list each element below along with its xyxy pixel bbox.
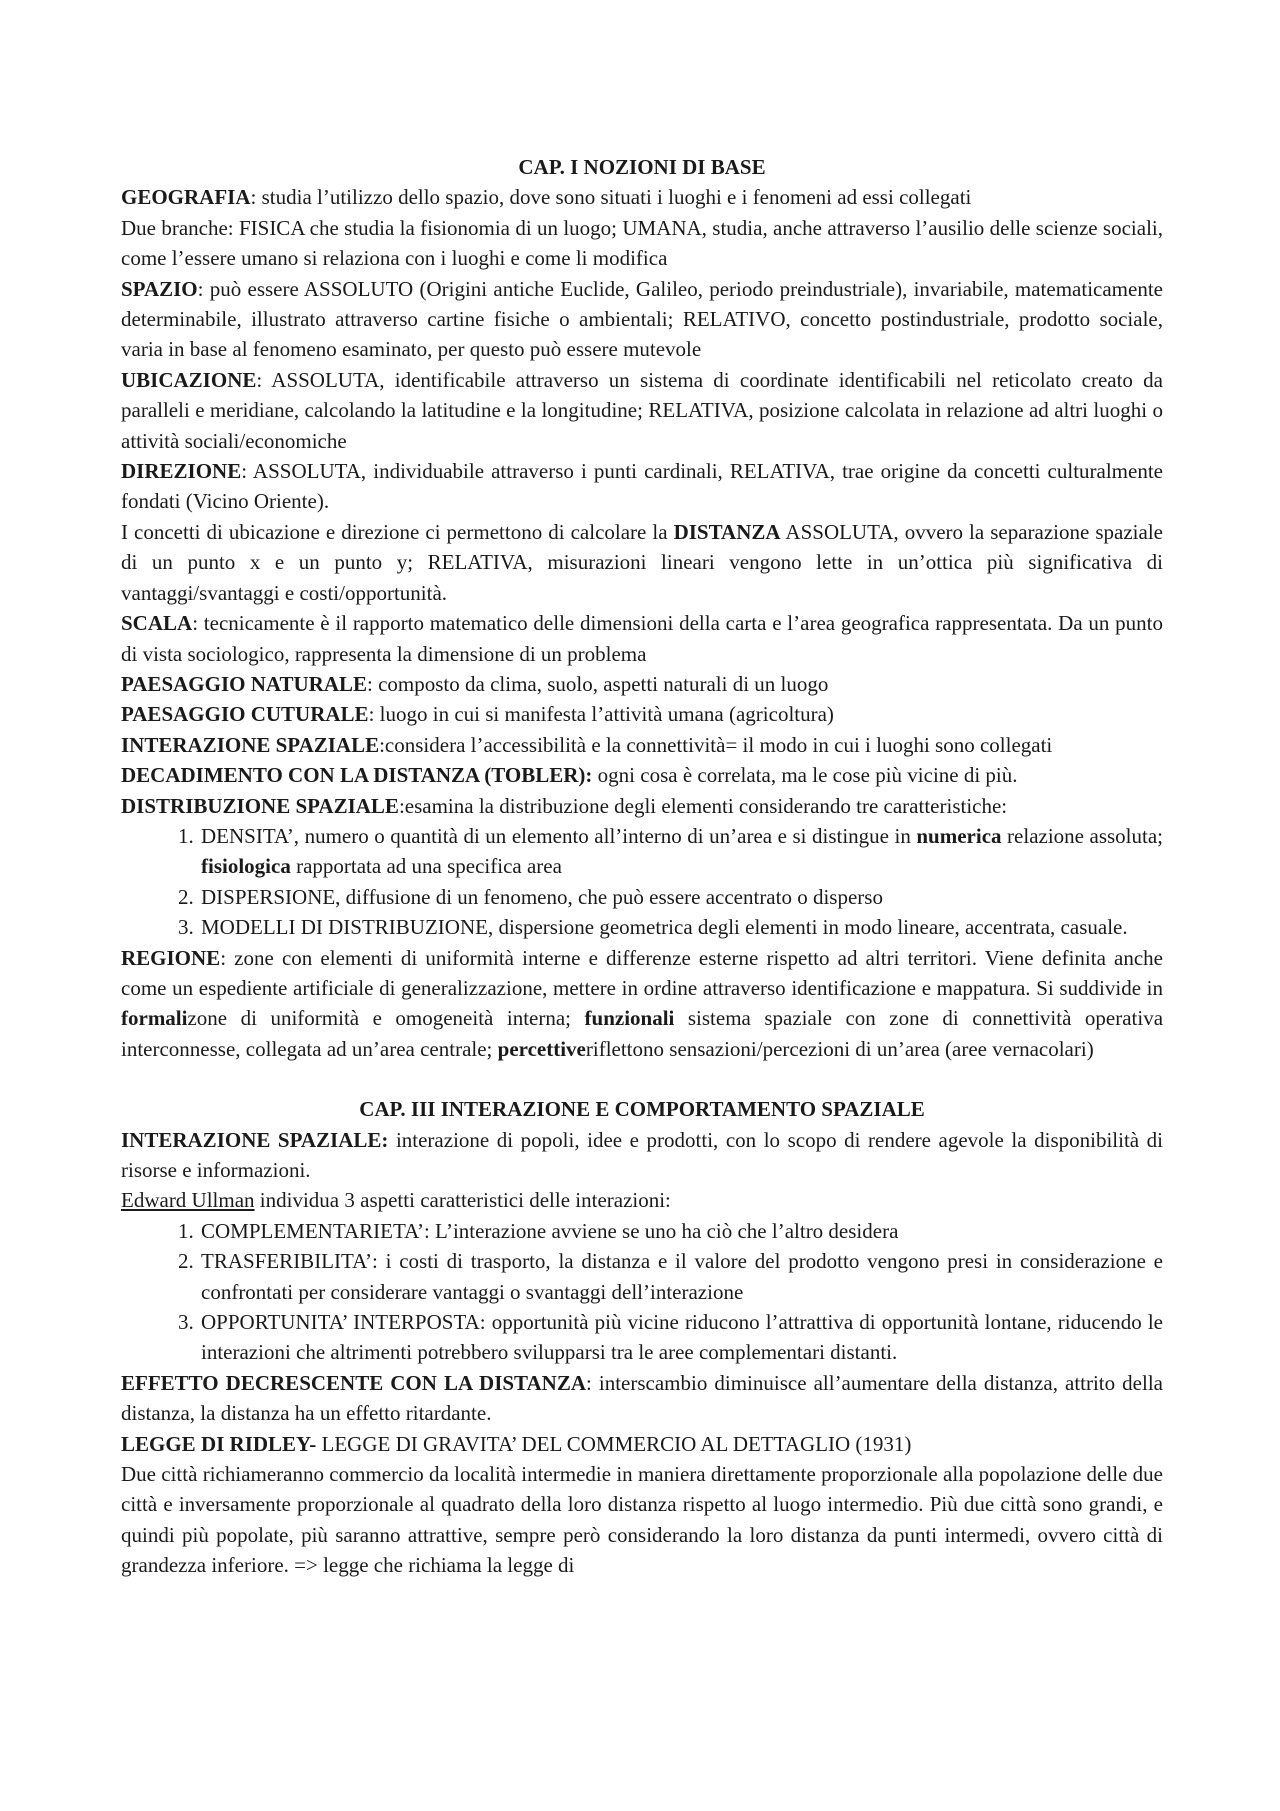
paragraph-decadimento: DECADIMENTO CON LA DISTANZA (TOBLER): ogni cosa è correlata, ma le cose più vicine di più.: [121, 763, 1018, 788]
paragraph-scala: SCALA: tecnicamente è il rapporto matematico delle dimensioni della carta e l’area geografica rappresentata. Da un punto di vista sociologico, rappresenta la dimensione di un problema: [121, 611, 1163, 666]
term-interazione-spaziale-3: INTERAZIONE SPAZIALE:: [121, 1127, 389, 1152]
list-item: 3. OPPORTUNITA’ INTERPOSTA: opportunità più vicine riducono l’attrattiva di opportunità lontane, riducendo le interazioni che altrimenti potrebbero svilupparsi tra le aree complementari distanti.: [199, 1307, 1163, 1368]
paragraph-spazio: SPAZIO: può essere ASSOLUTO (Origini antiche Euclide, Galileo, periodo preindustriale), invariabile, matematicamente determinabile, illustrato attraverso cartine fisiche o ambientali; RELATIVO, concetto postindustriale, prodotto sociale, varia in base al fenomeno esaminato, per questo può essere mutevole: [121, 276, 1163, 362]
chapter-1-title: CAP. I NOZIONI DI BASE: [518, 155, 766, 179]
term-paesaggio-naturale: PAESAGGIO NATURALE: [121, 671, 368, 696]
term-distribuzione: DISTRIBUZIONE SPAZIALE: [121, 793, 399, 818]
list-item: 1. COMPLEMENTARIETA’: L’interazione avviene se uno ha ciò che l’altro desidera: [199, 1216, 1163, 1246]
author-name: Edward Ullman: [121, 1188, 255, 1213]
paragraph-paesaggio-culturale: PAESAGGIO CUTURALE: luogo in cui si manifesta l’attività umana (agricoltura): [121, 702, 834, 727]
term-decadimento: DECADIMENTO CON LA DISTANZA (TOBLER):: [121, 763, 593, 788]
paragraph-interazione-spaziale: INTERAZIONE SPAZIALE:considera l’accessibilità e la connettività= il modo in cui i luoghi sono collegati: [121, 732, 1053, 757]
term-spazio: SPAZIO: [121, 276, 198, 301]
term-interazione-spaziale: INTERAZIONE SPAZIALE: [121, 732, 380, 757]
paragraph-branche: Due branche: FISICA che studia la fisionomia di un luogo; UMANA, studia, anche attraverso l’ausilio delle scienze sociali, come l’essere umano si relaziona con i luoghi e come li modifica: [121, 215, 1163, 271]
list-item: 3. MODELLI DI DISTRIBUZIONE, dispersione geometrica degli elementi in modo lineare, accentrata, casuale.: [199, 912, 1163, 942]
list-distribuzione: [121, 821, 1163, 943]
paragraph-ubicazione: UBICAZIONE: ASSOLUTA, identificabile attraverso un sistema di coordinate identificabili nel reticolato creato da paralleli e meridiane, calcolando la latitudine e la longitudine; RELATIVA, posizione calcolata in relazione ad altri luoghi o attività sociali/economiche: [121, 367, 1163, 453]
term-ridley: LEGGE DI RIDLEY-: [121, 1431, 317, 1456]
paragraph-geografia: GEOGRAFIA: studia l’utilizzo dello spazio, dove sono situati i luoghi e i fenomeni ad essi collegati: [121, 185, 972, 210]
paragraph-interazione-spaziale-3: INTERAZIONE SPAZIALE: interazione di popoli, idee e prodotti, con lo scopo di rendere agevole la disponibilità di risorse e informazioni.: [121, 1127, 1163, 1182]
paragraph-distanza: I concetti di ubicazione e direzione ci permettono di calcolare la DISTANZA ASSOLUTA, ovvero la separazione spaziale di un punto x e un punto y; RELATIVA, misurazioni lineari vengono lette in un’ottica più significativa di vantaggi/svantaggi e costi/opportunità.: [121, 519, 1163, 605]
term-distanza: DISTANZA: [673, 519, 781, 544]
list-item: 2. DISPERSIONE, diffusione di un fenomeno, che può essere accentrato o disperso: [199, 882, 1163, 912]
chapter-3-title: CAP. III INTERAZIONE E COMPORTAMENTO SPAZIALE: [359, 1097, 925, 1122]
paragraph-effetto: EFFETTO DECRESCENTE CON LA DISTANZA: interscambio diminuisce all’aumentare della distanza, attrito della distanza, la distanza ha un effetto ritardante.: [121, 1370, 1163, 1426]
list-item: 1. DENSITA’, numero o quantità di un elemento all’interno di un’area e si distingue in numerica relazione assoluta; fisiologica rapportata ad una specifica area: [199, 821, 1163, 882]
document-body: [121, 152, 1163, 1581]
list-item: 2. TRASFERIBILITA’: i costi di trasporto, la distanza e il valore del prodotto vengono presi in considerazione e confrontati per considerare vantaggi o svantaggi dell’interazione: [199, 1246, 1163, 1307]
paragraph-ridley-body: Due città richiameranno commercio da località intermedie in maniera direttamente proporzionale alla popolazione delle due città e inversamente proporzionale al quadrato della loro distanza rispetto al luogo intermedio. Più due città sono grandi, e quindi più popolate, più saranno attrattive, sempre però considerando la loro distanza da punti intermedi, ovvero città di grandezza inferiore. => legge che richiama la legge di: [121, 1462, 1163, 1578]
paragraph-regione: REGIONE: zone con elementi di uniformità interne e differenze esterne rispetto ad altri territori. Viene definita anche come un espediente artificiale di generalizzazione, mettere in ordine attraverso identificazione e mappatura. Si suddivide in formalizone di uniformità e omogeneità interna; funzionali sistema spaziale con zone di connettività operativa interconnesse, collegata ad un’area centrale; percettiveriflettono sensazioni/percezioni di un’area (aree vernacolari): [121, 945, 1164, 1061]
term-paesaggio-culturale: PAESAGGIO CUTURALE: [121, 702, 369, 727]
term-regione: REGIONE: [121, 945, 221, 970]
paragraph-paesaggio-naturale: PAESAGGIO NATURALE: composto da clima, suolo, aspetti naturali di un luogo: [121, 671, 829, 696]
paragraph-distribuzione: DISTRIBUZIONE SPAZIALE:esamina la distribuzione degli elementi considerando tre caratteristiche:: [121, 793, 1008, 818]
term-direzione: DIREZIONE: [121, 459, 242, 484]
paragraph-ullman: Edward Ullman individua 3 aspetti caratteristici delle interazioni:: [121, 1188, 671, 1213]
term-geografia: GEOGRAFIA: [121, 185, 251, 210]
term-ubicazione: UBICAZIONE: [121, 367, 257, 392]
paragraph-direzione: DIREZIONE: ASSOLUTA, individuabile attraverso i punti cardinali, RELATIVA, trae origine da concetti culturalmente fondati (Vicino Oriente).: [121, 459, 1163, 514]
term-scala: SCALA: [121, 611, 193, 636]
paragraph-ridley: LEGGE DI RIDLEY- LEGGE DI GRAVITA’ DEL COMMERCIO AL DETTAGLIO (1931): [121, 1431, 912, 1456]
term-effetto: EFFETTO DECRESCENTE CON LA DISTANZA: [121, 1370, 586, 1395]
list-ullman: [121, 1216, 1163, 1368]
